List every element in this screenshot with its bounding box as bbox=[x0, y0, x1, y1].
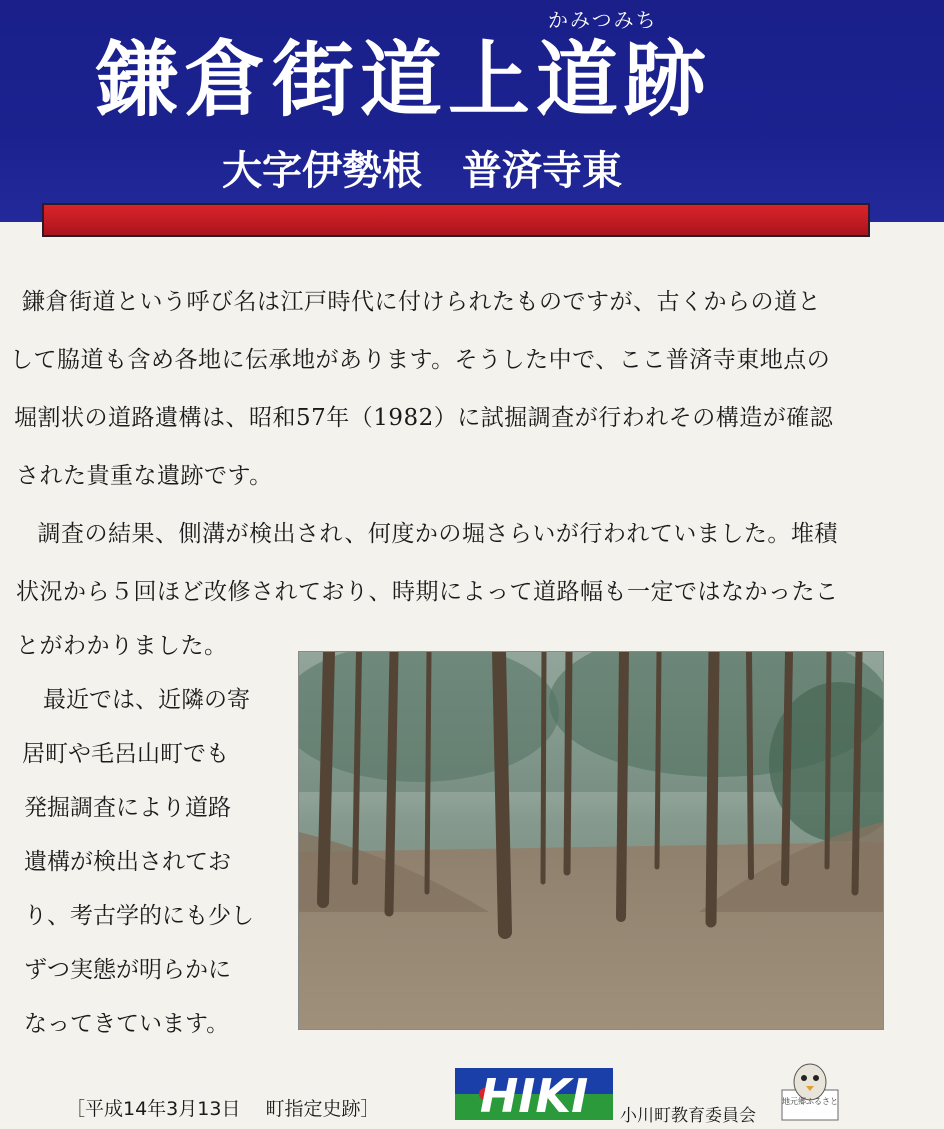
designation-date: ［平成14年3月13日 町指定史跡］ bbox=[66, 1098, 380, 1120]
text-line: された貴重な遺跡です。 bbox=[16, 463, 273, 489]
text-line: とがわかりました。 bbox=[16, 633, 228, 659]
mascot-icon bbox=[780, 1060, 840, 1124]
mascot-caption: 地元郷ふるさと bbox=[782, 1097, 838, 1106]
organization-name: 小川町教育委員会 bbox=[620, 1106, 756, 1126]
side-line: なってきています。 bbox=[24, 1011, 230, 1037]
text-line: 調査の結果、側溝が検出され、何度かの堀さらいが行われていました。堆積 bbox=[14, 521, 838, 547]
sign-title: 鎌倉街道上道跡 bbox=[96, 32, 713, 128]
text-line: 堀割状の道路遺構は、昭和57年（1982）に試掘調査が行われその構造が確認 bbox=[14, 405, 834, 431]
title-ruby: かみつみち bbox=[548, 8, 658, 32]
side-line: り、考古学的にも少し bbox=[24, 903, 254, 929]
side-line: 発掘調査により道路 bbox=[24, 795, 231, 821]
sign-subtitle: 大字伊勢根 普済寺東 bbox=[222, 147, 622, 194]
side-line: 最近では、近隣の寄 bbox=[20, 687, 250, 713]
side-line: ずつ実態が明らかに bbox=[24, 957, 231, 983]
logo-text: HIKI bbox=[479, 1069, 589, 1120]
text-line: 鎌倉街道という呼び名は江戸時代に付けられたものですが、古くからの道と bbox=[22, 289, 821, 315]
text-line: 状況から５回ほど改修されており、時期によって道路幅も一定ではなかったこ bbox=[16, 579, 839, 605]
forest-illustration bbox=[299, 652, 883, 1029]
forest-photo bbox=[298, 651, 884, 1030]
red-divider bbox=[42, 203, 870, 237]
side-line: 居町や毛呂山町でも bbox=[22, 741, 229, 767]
text-line: して脇道も含め各地に伝承地があります。そうした中で、ここ普済寺東地点の bbox=[10, 347, 831, 373]
sign-header bbox=[0, 0, 944, 222]
side-line: 遺構が検出されてお bbox=[24, 849, 231, 875]
hiki-logo bbox=[455, 1068, 613, 1120]
